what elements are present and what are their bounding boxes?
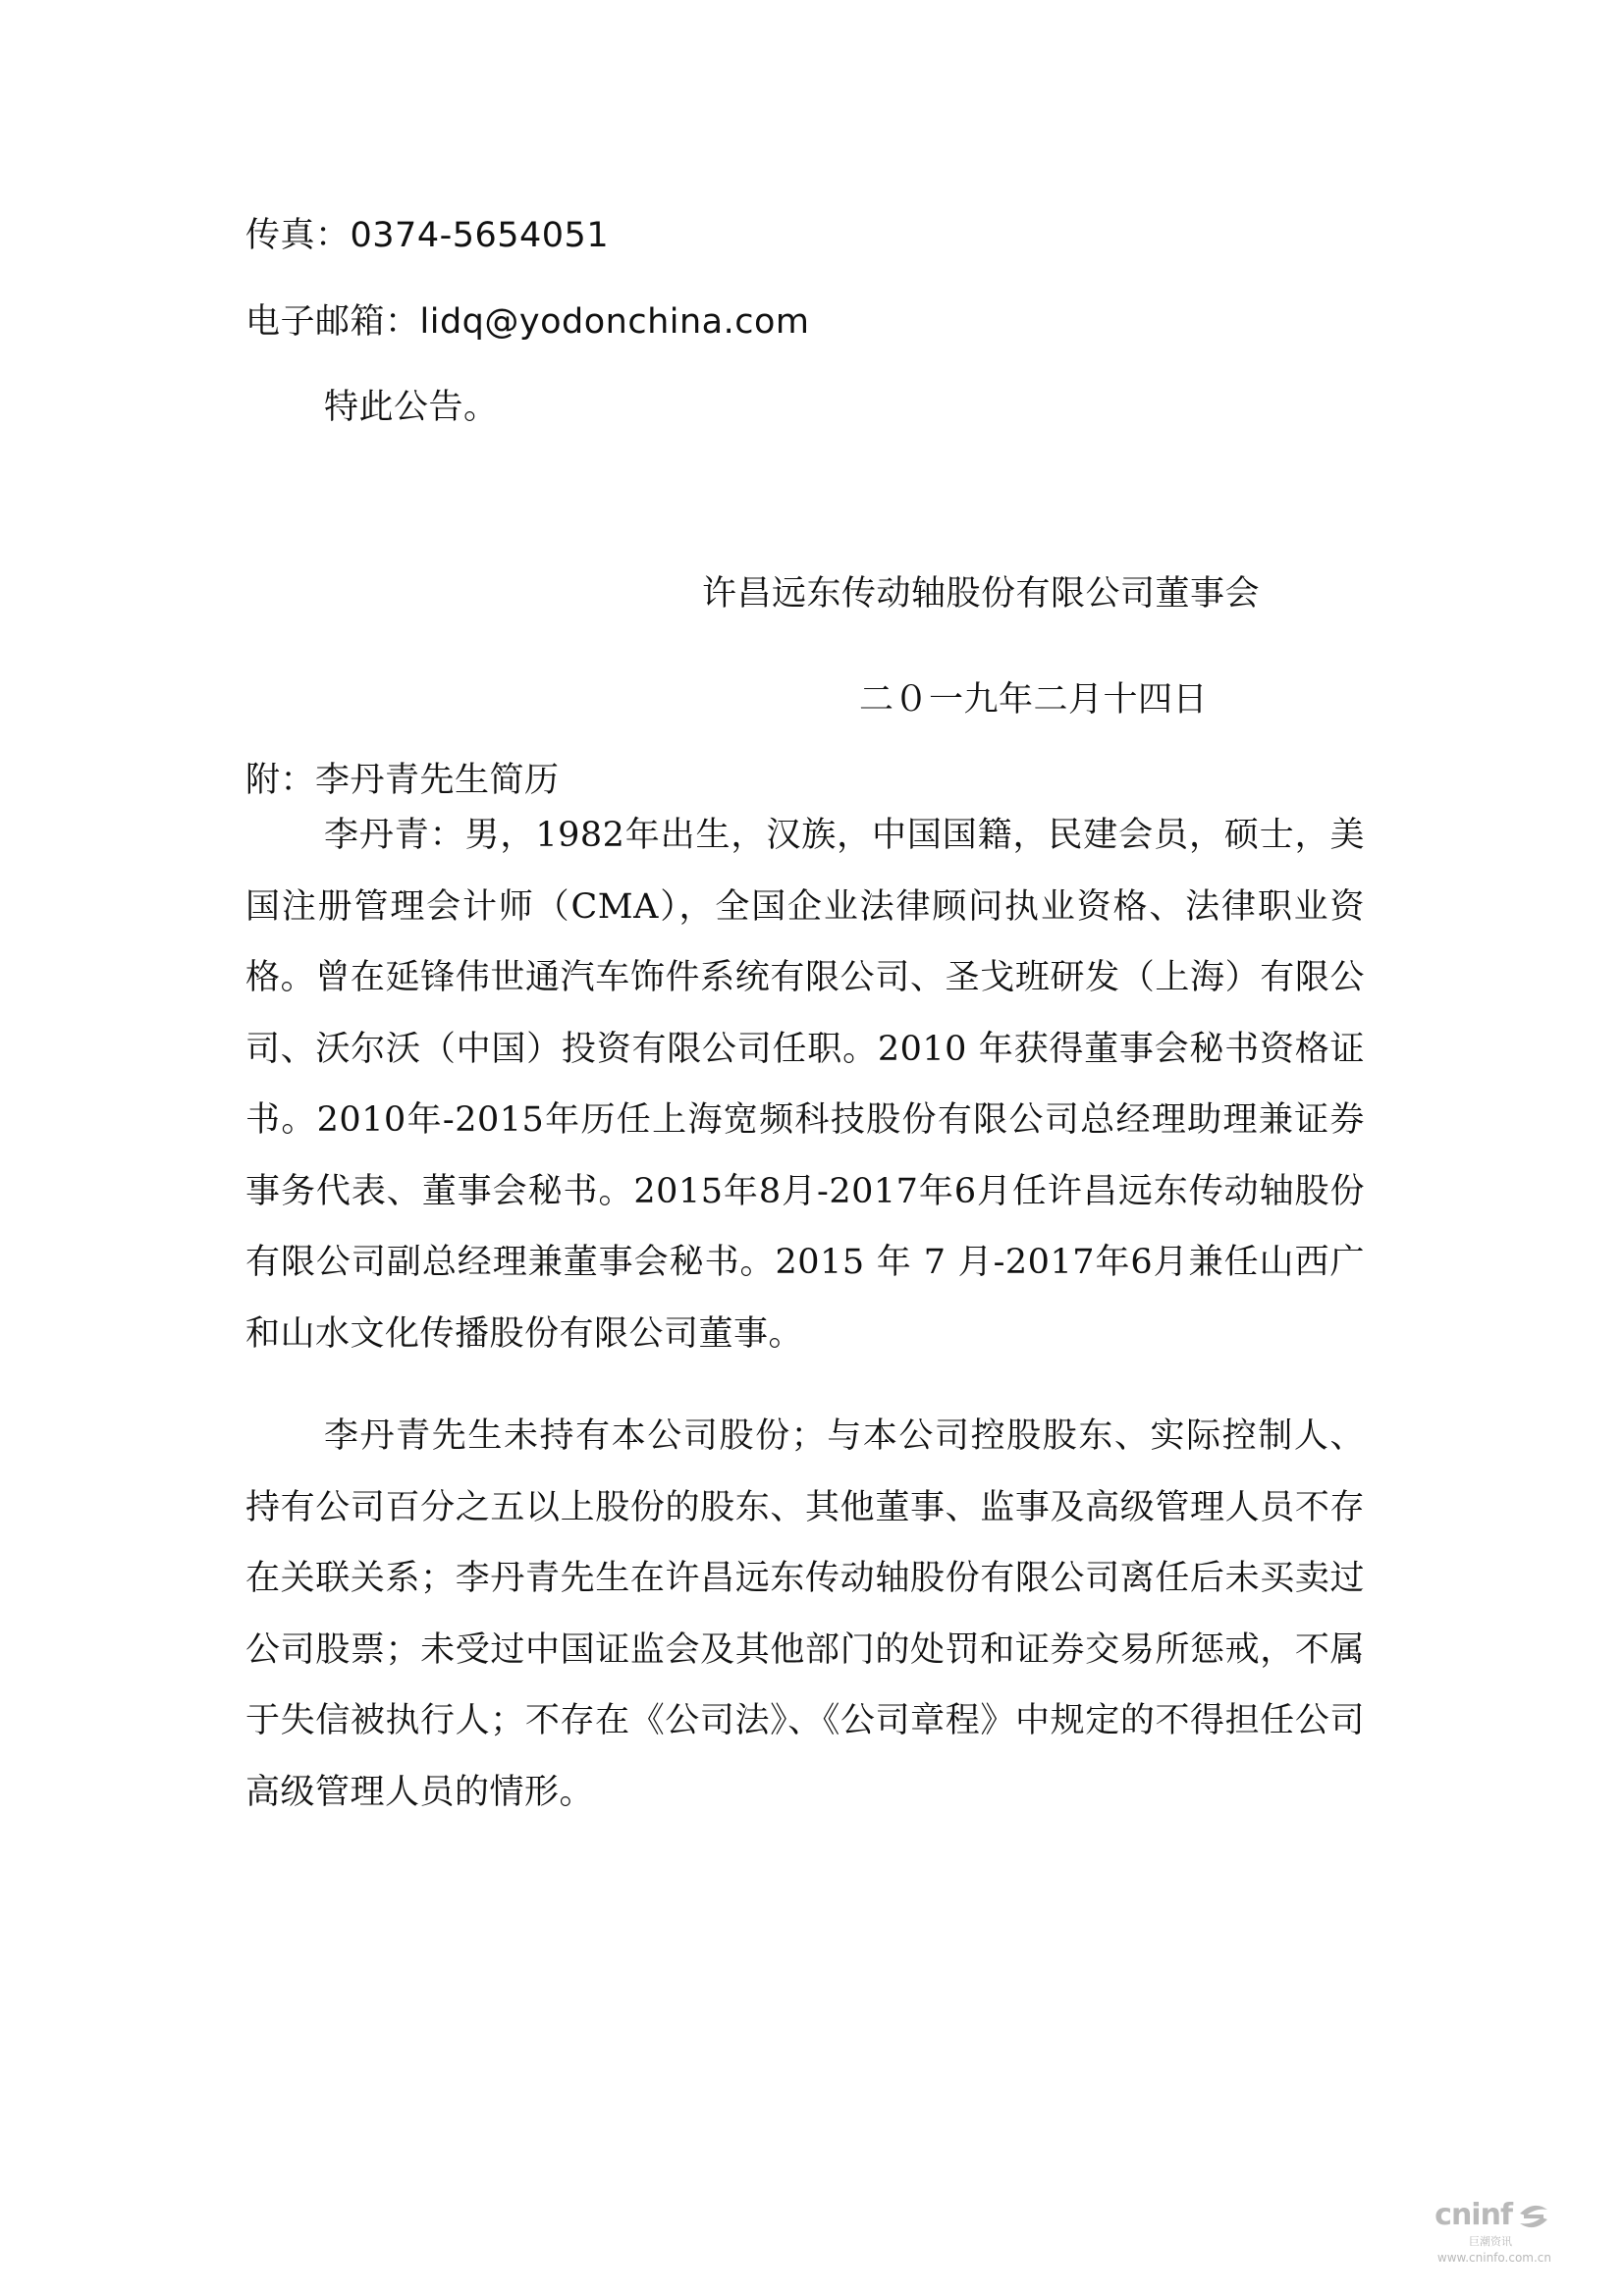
- cninf-watermark: [1404, 2198, 1551, 2267]
- fax-line: [245, 211, 609, 260]
- announcement-date: 二０一九年二月十四日: [859, 680, 1209, 720]
- appendix-title: 附：李丹青先生简历: [245, 761, 560, 800]
- fax-value: 0374-5654051: [350, 216, 610, 255]
- closing-text: 特此公告。: [324, 388, 499, 427]
- email-line: [245, 297, 810, 347]
- statement-paragraph: 李丹青先生未持有本公司股份；与本公司控股股东、实际控制人、持有公司百分之五以上股份的股东、其他董事、监事及高级管理人员不存在关联关系；李丹青先生在许昌远东传动轴股份有限公司离任后未买卖过公司股票；未受过中国证监会及其他部门的处罚和证券交易所惩戒，不属于失信被执行人；不存在《公司法》、《公司章程》中规定的不得担任公司高级管理人员的情形。: [245, 1416, 1365, 1812]
- watermark-url: www.cninfo.com.cn: [1436, 2251, 1551, 2265]
- cninf-logo-icon: [1516, 2202, 1551, 2231]
- fax-label: 传真：: [245, 216, 351, 255]
- email-label: 电子邮箱：: [245, 302, 420, 342]
- bio-paragraph: 李丹青：男，1982年出生，汉族，中国国籍，民建会员，硕士，美国注册管理会计师（CMA），全国企业法律顾问执业资格、法律职业资格。曾在延锋伟世通汽车饰件系统有限公司、圣戈班研发（上海）有限公司、沃尔沃（中国）投资有限公司任职。2010 年获得董事会秘书资格证书。2010年-2015年历任上海宽频科技股份有限公司总经理助理兼证券事务代表、董事会秘书。2015年8月-2017年6月任许昌远东传动轴股份有限公司副总经理兼董事会秘书。2015 年 7 月-2017年6月兼任山西广和山水文化传播股份有限公司董事。: [245, 816, 1365, 1354]
- watermark-brand: cninf: [1435, 2198, 1512, 2232]
- signatory: 许昌远东传动轴股份有限公司董事会: [702, 574, 1261, 614]
- watermark-subtitle: 巨潮资讯: [1469, 2235, 1512, 2248]
- email-value: lidq@yodonchina.com: [419, 302, 810, 342]
